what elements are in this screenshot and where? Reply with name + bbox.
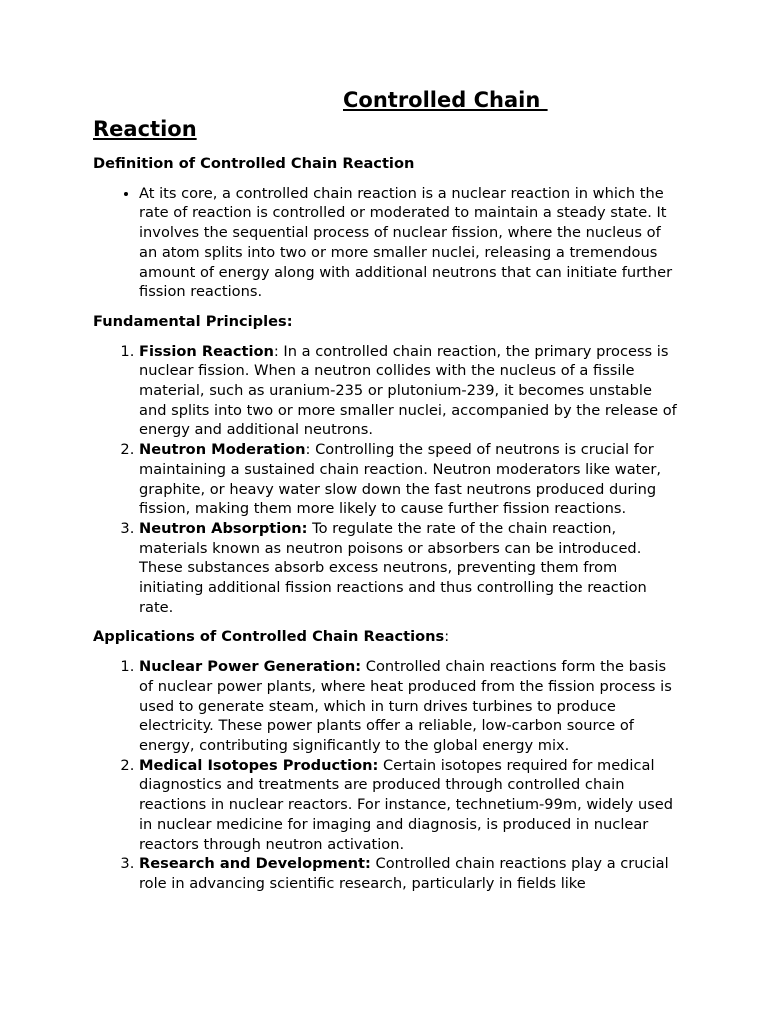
definition-bullet: • At its core, a controlled chain reaction is a nuclear reaction in which the rate of reaction is controlled or moderated to maintain a steady state. It involves the sequential process of nuclear fission, where the nucleus of an atom splits into two or more smaller nuclei, releasing a tremendous amount of energy along with additional neutrons that can initiate further fission reactions. xyxy=(139,184,683,302)
principle-item xyxy=(139,440,683,519)
applications-heading-suffix: : xyxy=(444,628,450,646)
title-line-2: Reaction xyxy=(93,117,197,141)
principle-item xyxy=(139,342,683,441)
principle-text: : In a controlled chain reaction, the primary process is nuclear fission. When a neutron collides with the nucleus of a fissile material, such as uranium-235 or plutonium-239, it becomes unstable and splits into two or more smaller nuclei, accompanied by the release of energy and additional neutrons. xyxy=(139,342,677,439)
principle-term: Neutron Moderation xyxy=(139,441,306,459)
principle-item xyxy=(139,519,683,618)
definition-list xyxy=(93,184,683,302)
definition-heading: Definition of Controlled Chain Reaction xyxy=(93,155,415,172)
application-term: Nuclear Power Generation: xyxy=(139,658,362,676)
document-body xyxy=(93,154,683,904)
application-text: Controlled chain reactions form the basis of nuclear power plants, where heat produced from the fission process is used to generate steam, which in turn drives turbines to produce electricity. These power plants offer a reliable, low-carbon source of energy, contributing significantly to the global energy mix. xyxy=(139,658,672,754)
principle-text: : Controlling the speed of neutrons is crucial for maintaining a sustained chain reaction. Neutron moderators like water, graphite, or heavy water slow down the fast neutrons produced during fission, making them more likely to cause further fission reactions. xyxy=(139,441,662,518)
title-line-1: Controlled Chain xyxy=(343,88,548,112)
application-term: Medical Isotopes Production: xyxy=(139,756,379,774)
application-item xyxy=(139,756,683,855)
application-text: Controlled chain reactions play a crucial role in advancing scientific research, particularly in fields like xyxy=(139,855,669,892)
application-item xyxy=(139,657,683,756)
principle-text: To regulate the rate of the chain reaction, materials known as neutron poisons or absorbers can be introduced. These substances absorb excess neutrons, preventing them from initiating additional fission reactions and thus controlling the reaction rate. xyxy=(139,519,647,616)
applications-heading-text: Applications of Controlled Chain Reactions xyxy=(93,628,445,646)
applications-list xyxy=(93,657,683,893)
application-term: Research and Development: xyxy=(139,855,371,873)
principle-term: Fission Reaction xyxy=(139,342,274,360)
application-item xyxy=(139,854,683,893)
principles-heading: Fundamental Principles: xyxy=(93,312,293,330)
application-text: Certain isotopes required for medical diagnostics and treatments are produced through controlled chain reactions in nuclear reactors. For instance, technetium-99m, widely used in nuclear medicine for imaging and diagnosis, is produced in nuclear reactors through neutron activation. xyxy=(139,756,674,853)
applications-heading xyxy=(93,627,683,647)
principle-term: Neutron Absorption: xyxy=(139,519,308,537)
principles-list xyxy=(93,342,683,618)
